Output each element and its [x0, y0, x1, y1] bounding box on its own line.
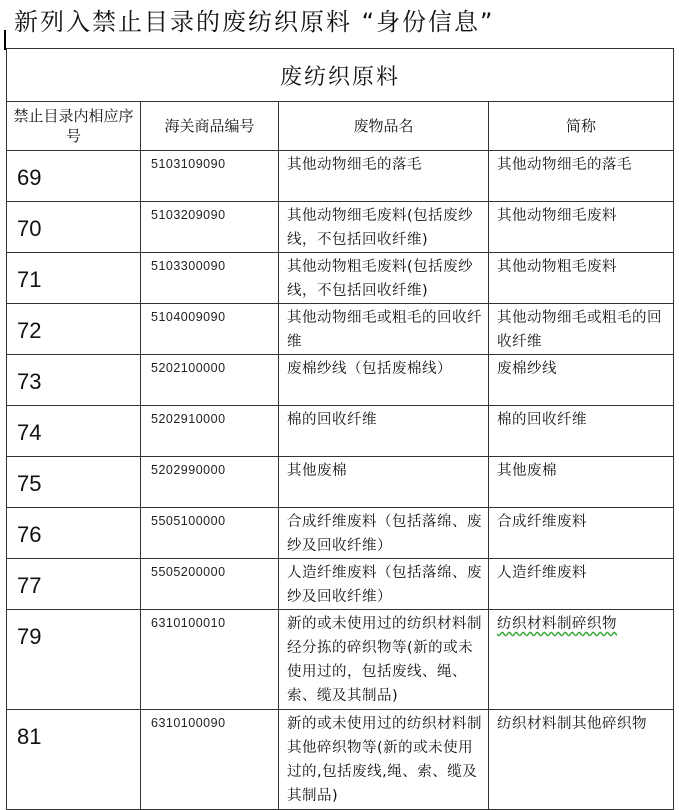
abbr-cell: 废棉纱线	[489, 355, 674, 406]
code-cell: 5505100000	[141, 508, 279, 559]
seq-cell: 77	[7, 559, 141, 610]
seq-cell: 72	[7, 304, 141, 355]
seq-cell: 74	[7, 406, 141, 457]
column-header-abbr: 简称	[489, 102, 674, 151]
table-row	[7, 710, 674, 810]
abbr-cell: 人造纤维废料	[489, 559, 674, 610]
table-row	[7, 304, 674, 355]
code-cell: 5505200000	[141, 559, 279, 610]
table-row	[7, 508, 674, 559]
seq-cell: 81	[7, 710, 141, 810]
abbr-cell: 其他动物粗毛废料	[489, 253, 674, 304]
seq-cell: 75	[7, 457, 141, 508]
code-cell: 6310100010	[141, 610, 279, 710]
code-cell: 5103300090	[141, 253, 279, 304]
abbr-text: 纺织材料制碎织物	[497, 616, 617, 632]
abbr-cell: 其他动物细毛废料	[489, 202, 674, 253]
column-header-name: 废物品名	[279, 102, 489, 151]
abbr-cell: 其他动物细毛的落毛	[489, 151, 674, 202]
code-cell: 5202990000	[141, 457, 279, 508]
name-cell: 合成纤维废料（包括落绵、废纱及回收纤维）	[279, 508, 489, 559]
seq-cell: 71	[7, 253, 141, 304]
code-cell: 5202910000	[141, 406, 279, 457]
name-cell: 棉的回收纤维	[279, 406, 489, 457]
seq-cell: 76	[7, 508, 141, 559]
table-caption: 废纺织原料	[7, 49, 674, 102]
seq-cell: 73	[7, 355, 141, 406]
table-row	[7, 202, 674, 253]
seq-cell: 69	[7, 151, 141, 202]
name-cell: 废棉纱线（包括废棉线）	[279, 355, 489, 406]
abbr-cell: 其他废棉	[489, 457, 674, 508]
table-row	[7, 355, 674, 406]
table-row	[7, 151, 674, 202]
abbr-cell: 合成纤维废料	[489, 508, 674, 559]
code-cell: 5103109090	[141, 151, 279, 202]
seq-cell: 79	[7, 610, 141, 710]
abbr-cell	[489, 610, 674, 710]
name-cell: 其他动物细毛废料(包括废纱线，不包括回收纤维)	[279, 202, 489, 253]
code-cell: 5104009090	[141, 304, 279, 355]
name-cell: 新的或未使用过的纺织材料制经分拣的碎织物等(新的或未使用过的，包括废线、绳、索、缆及其制品)	[279, 610, 489, 710]
column-header-code: 海关商品编号	[141, 102, 279, 151]
name-cell: 其他动物细毛的落毛	[279, 151, 489, 202]
name-cell: 新的或未使用过的纺织材料制其他碎织物等(新的或未使用过的,包括废线,绳、索、缆及其制品)	[279, 710, 489, 810]
name-cell: 人造纤维废料（包括落绵、废纱及回收纤维）	[279, 559, 489, 610]
abbr-cell: 棉的回收纤维	[489, 406, 674, 457]
name-cell: 其他动物粗毛废料(包括废纱线，不包括回收纤维)	[279, 253, 489, 304]
code-cell: 6310100090	[141, 710, 279, 810]
waste-textile-table	[6, 48, 674, 810]
divider	[4, 30, 6, 50]
title-bar	[0, 0, 679, 44]
table-row	[7, 406, 674, 457]
name-cell: 其他动物细毛或粗毛的回收纤维	[279, 304, 489, 355]
column-header-seq: 禁止目录内相应序号	[7, 102, 141, 151]
table-row	[7, 610, 674, 710]
abbr-cell: 纺织材料制其他碎织物	[489, 710, 674, 810]
name-cell: 其他废棉	[279, 457, 489, 508]
seq-cell: 70	[7, 202, 141, 253]
page-title: 新列入禁止目录的废纺织原料 “身份信息”	[14, 8, 495, 36]
abbr-cell: 其他动物细毛或粗毛的回收纤维	[489, 304, 674, 355]
table-row	[7, 559, 674, 610]
table-row	[7, 457, 674, 508]
code-cell: 5202100000	[141, 355, 279, 406]
code-cell: 5103209090	[141, 202, 279, 253]
table-row	[7, 253, 674, 304]
